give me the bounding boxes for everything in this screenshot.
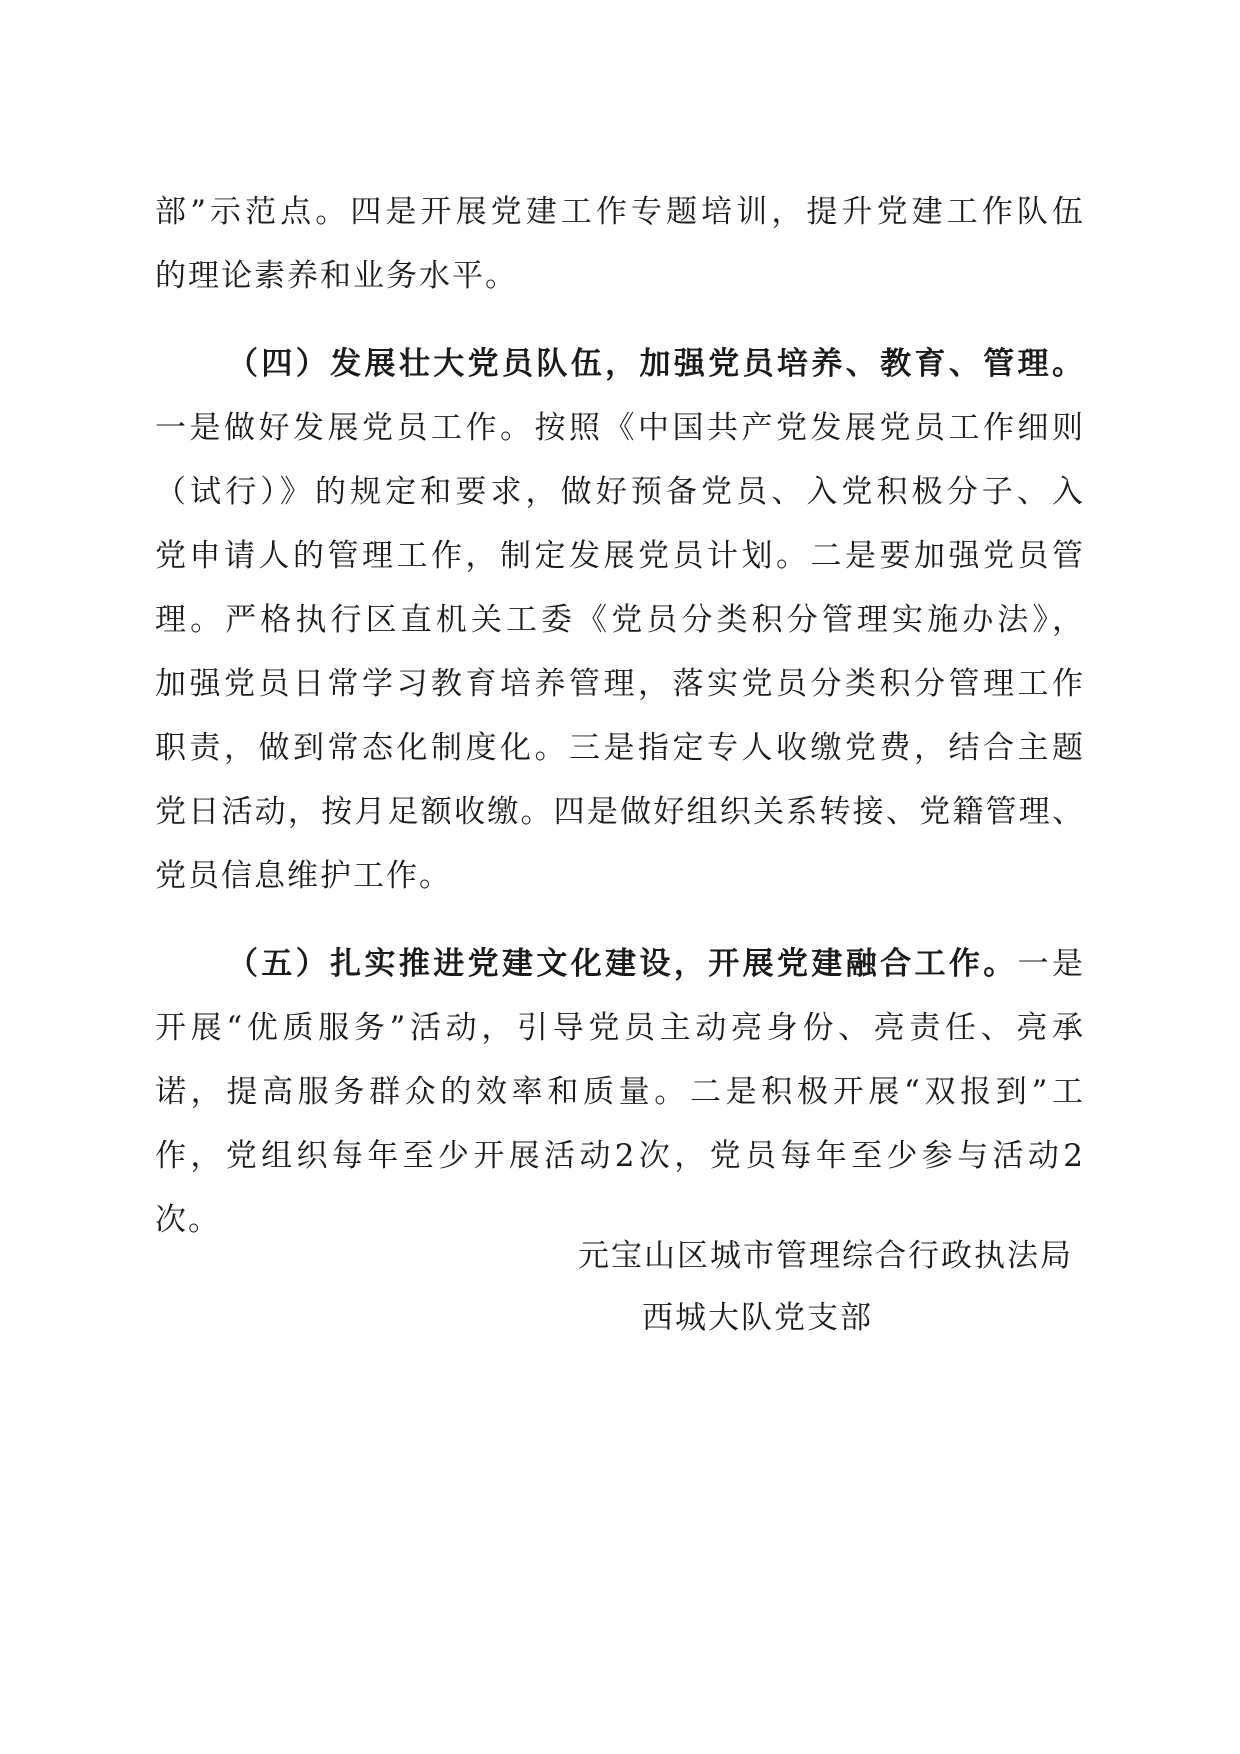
body-line: 理。严格执行区直机关工委《党员分类积分管理实施办法》， bbox=[155, 602, 1085, 638]
body-line: 作，党组织每年至少开展活动2次，党员每年至少参与活动2 bbox=[155, 1138, 1085, 1174]
body-line: 党日活动，按月足额收缴。四是做好组织关系转接、党籍管理、 bbox=[155, 794, 1085, 830]
document-body bbox=[155, 180, 1085, 1252]
body-line: 党申请人的管理工作，制定发展党员计划。二是要加强党员管 bbox=[155, 538, 1085, 574]
body-line: 加强党员日常学习教育培养管理，落实党员分类积分管理工作 bbox=[155, 666, 1085, 702]
body-line: 次。 bbox=[155, 1202, 221, 1238]
body-line: 一是做好发展党员工作。按照《中国共产党发展党员工作细则 bbox=[155, 410, 1085, 446]
signature-branch: 西城大队党支部 bbox=[642, 1300, 873, 1336]
body-line: 的理论素养和业务水平。 bbox=[155, 258, 518, 294]
section-heading-4: （四）发展壮大党员队伍，加强党员培养、教育、管理。 bbox=[227, 346, 1085, 382]
section-5-lead: 一是 bbox=[1017, 946, 1085, 982]
body-line: 党员信息维护工作。 bbox=[155, 858, 452, 894]
paragraph-gap bbox=[155, 308, 1085, 332]
section-heading-5: （五）扎实推进党建文化建设，开展党建融合工作。 bbox=[227, 946, 1018, 982]
body-line: 部”示范点。四是开展党建工作专题培训，提升党建工作队伍 bbox=[155, 194, 1085, 230]
body-line: 职责，做到常态化制度化。三是指定专人收缴党费，结合主题 bbox=[155, 730, 1085, 766]
body-line: （试行）》的规定和要求，做好预备党员、入党积极分子、入 bbox=[155, 474, 1085, 510]
section-heading-5-line bbox=[155, 932, 1085, 996]
body-line: 诺，提高服务群众的效率和质量。二是积极开展“双报到”工 bbox=[155, 1074, 1085, 1110]
body-line: 开展“优质服务”活动，引导党员主动亮身份、亮责任、亮承 bbox=[155, 1010, 1085, 1046]
signature-organization: 元宝山区城市管理综合行政执法局 bbox=[578, 1238, 1073, 1274]
paragraph-gap bbox=[155, 908, 1085, 932]
